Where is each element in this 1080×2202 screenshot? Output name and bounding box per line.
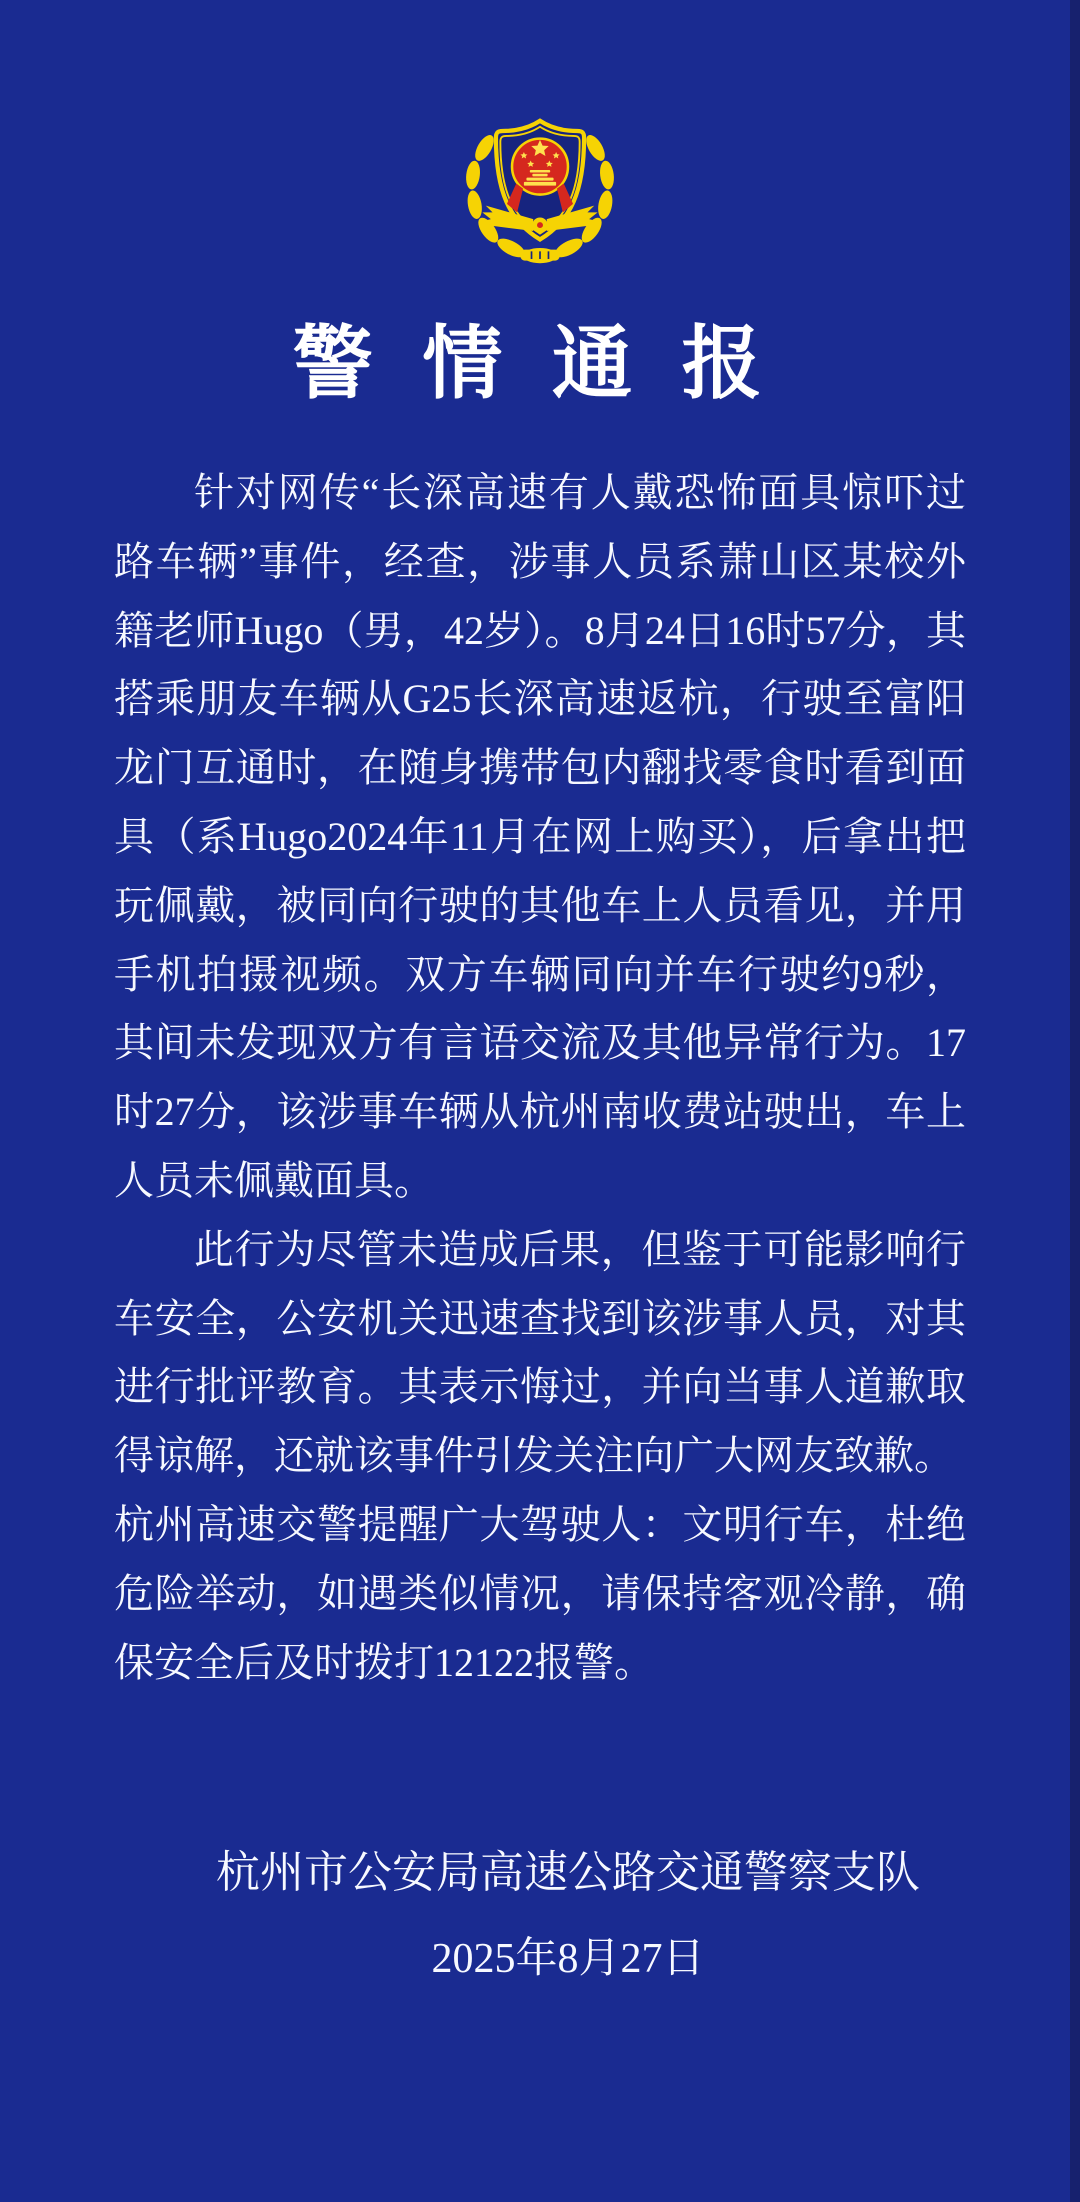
notice-paragraph-3: 杭州高速交警提醒广大驾驶人：文明行车，杜绝危险举动，如遇类似情况，请保持客观冷静，确保安全后及时拨打12122报警。: [114, 1501, 966, 1685]
notice-body: [0, 459, 1080, 1697]
police-badge-icon: [455, 92, 625, 270]
right-edge-shade: [1070, 0, 1080, 2202]
notice-title: 警情通报: [292, 321, 812, 409]
emblem-area: [0, 0, 1080, 275]
notice-paragraph-1: 针对网传“长深高速有人戴恐怖面具惊吓过路车辆”事件，经查，涉事人员系萧山区某校外籍老师Hugo（男，42岁）。8月24日16时57分，其搭乘朋友车辆从G25长深高速返杭，行驶至富阳龙门互通时，在随身携带包内翻找零食时看到面具（系Hugo2024年11月在网上购买），后拿出把玩佩戴，被同向行驶的其他车上人员看见，并用手机拍摄视频。双方车辆同向并车行驶约9秒，其间未发现双方有言语交流及其他异常行为。17时27分，该涉事车辆从杭州南收费站驶出，车上人员未佩戴面具。: [114, 470, 966, 1203]
notice-date: 2025年8月27日: [431, 1936, 705, 1983]
issuing-authority: 杭州市公安局高速公路交通警察支队: [216, 1848, 920, 1898]
notice-paragraph-2: 此行为尽管未造成后果，但鉴于可能影响行车安全，公安机关迅速查找到该涉事人员，对其进行批评教育。其表示悔过，并向当事人道歉取得谅解，还就该事件引发关注向广大网友致歉。: [114, 1226, 966, 1479]
notice-footer: [216, 1847, 920, 1984]
